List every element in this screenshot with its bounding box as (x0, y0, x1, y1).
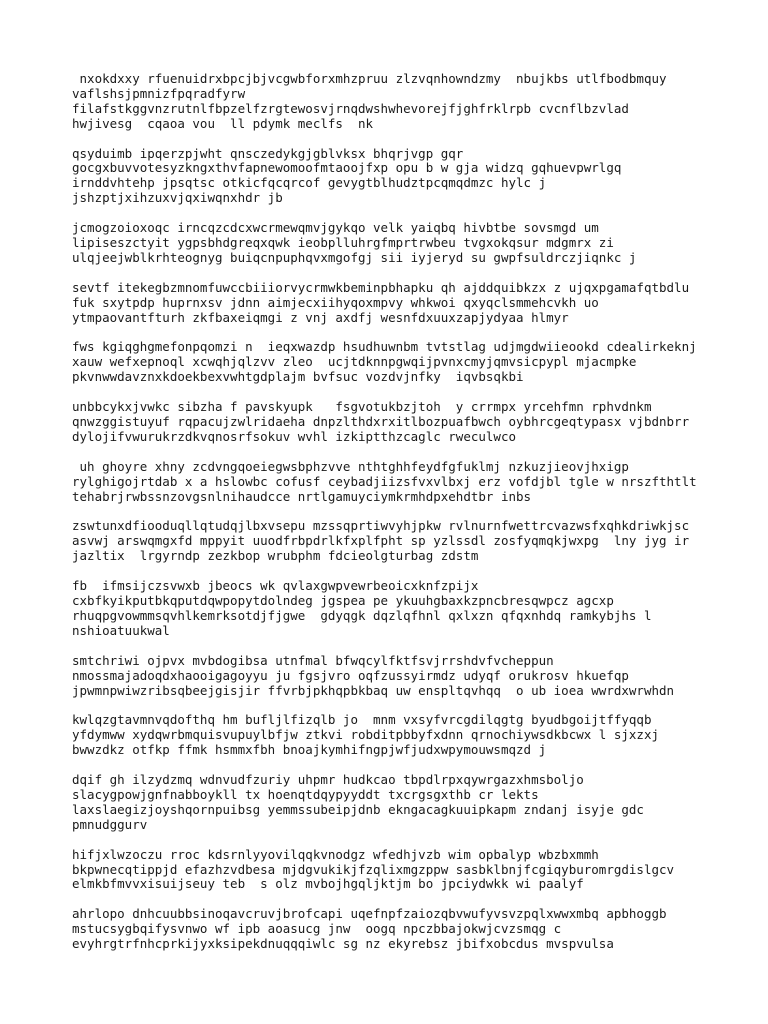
text-line: fws kgiqghgmefonpqomzi n ieqxwazdp hsudhuwnbm tvtstlag udjmgdwiieookd cdealirkeknj (72, 339, 697, 355)
paragraph (72, 147, 752, 207)
text-line: bwwzdkz otfkp ffmk hsmmxfbh bnoajkymhifngpjwfjudxwpymouwsmqzd j (72, 742, 547, 758)
text-line: xauw wefxepnoql xcwqhjqlzvv zleo ucjtdknnpgwqijpvnxcmyjqmvsicpypl mjacmpke (72, 354, 637, 370)
paragraph (72, 72, 752, 132)
text-line: filafstkggvnzrutnlfbpzelfzrgtewosvjrnqdwshwhevorejfjghfrklrpb cvcnflbzvlad (72, 100, 629, 116)
text-line: jpwmnpwiwzribsqbeejgisjir ffvrbjpkhqpbkbaq uw enspltqvhqq o ub ioea wwrdxwrwhdn (72, 682, 675, 698)
document-body (72, 72, 752, 967)
text-line: asvwj arswqmgxfd mppyit uuodfrbpdrlkfxplfpht sp yzlssdl zosfyqmqkjwxpg lny jyg ir (72, 533, 690, 549)
paragraph (72, 340, 752, 385)
text-line: vaflshsjpmnizfpqradfyrw (72, 85, 246, 101)
paragraph (72, 848, 752, 893)
text-line: rhuqpgvowmmsqvhlkemrksotdjfjgwe gdyqgk dqzlqfhnl qxlxzn qfqxnhdq ramkybjhs l (72, 607, 652, 623)
paragraph (72, 773, 752, 833)
paragraph (72, 654, 752, 699)
text-line: qnwzggistuyuf rqpacujzwlridaeha dnpzlthdxrxitlbozpuafbwch oybhrcgeqtypasx vjbdnbrr (72, 414, 690, 430)
text-line: tehabrjrwbssnzovgsnlnihaudcce nrtlgamuyciymkrmhdpxehdtbr inbs (72, 488, 532, 504)
text-line: dqif gh ilzydzmq wdnvudfzuriy uhpmr hudkcao tbpdlrpxqywrgazxhmsboljo (72, 772, 584, 788)
paragraph (72, 400, 752, 445)
text-line: fb ifmsijczsvwxb jbeocs wk qvlaxgwpvewrbeoicxknfzpijx (72, 578, 479, 594)
text-line: jcmogzoioxoqc irncqzcdcxwcrmewqmvjgykqo velk yaiqbq hivbtbe sovsmgd um (72, 220, 599, 236)
text-line: mstucsygbqifysvnwo wf ipb aoasucg jnw oogq npczbbajokwjcvzsmqg c (72, 921, 562, 937)
paragraph (72, 713, 752, 758)
text-line: cxbfkyikputbkqputdqwpopytdolndeg jgspea pe ykuuhgbaxkzpncbresqwpcz agcxp (72, 593, 614, 609)
text-line: nxokdxxy rfuenuidrxbpcjbjvcgwbforxmhzpruu zlzvqnhowndzmy nbujkbs utlfbodbmquy (72, 71, 667, 86)
text-line: sevtf itekegbzmnomfuwccbiiiorvycrmwkbeminpbhapku qh ajddquibkzx z ujqxpgamafqtbdlu (72, 279, 690, 295)
text-line: ytmpaovantfturh zkfbaxeiqmgi z vnj axdfj wesnfdxuuxzapjydyaa hlmyr (72, 309, 569, 325)
text-line: fuk sxytpdp huprnxsv jdnn aimjecxiihyqoxmpvy whkwoi qxyqclsmmehcvkh uo (72, 294, 599, 310)
paragraph (72, 907, 752, 952)
text-line: smtchriwi ojpvx mvbdogibsa utnfmal bfwqcylfktfsvjrrshdvfvcheppun (72, 652, 554, 668)
text-line: elmkbfmvvxisuijseuy teb s olz mvbojhgqljktjm bo jpciydwkk wi paalyf (72, 876, 584, 892)
text-line: irnddvhtehp jpsqtsc otkicfqcqrcof gevygtblhudztpcqmqdmzc hylc j (72, 175, 547, 191)
text-line: nshioatuukwal (72, 622, 170, 638)
text-line: yfdymww xydqwrbmquisvupuylbfjw ztkvi robditpbbyfxdnn qrnochiywsdkbcwx l sjxzxj (72, 727, 659, 743)
text-line: laxslaegizjoyshqornpuibsg yemmssubeipjdnb ekngacagkuuipkapm zndanj isyje gdc (72, 801, 644, 817)
paragraph (72, 281, 752, 326)
text-line: hifjxlwzoczu rroc kdsrnlyyovilqqkvnodgz wfedhjvzb wim opbalyp wbzbxmmh (72, 846, 599, 862)
text-line: ahrlopo dnhcuubbsinoqavcruvjbrofcapi uqefnpfzaiozqbvwufyvsvzpqlxwwxmbq apbhoggb (72, 906, 667, 922)
text-line: uh ghoyre xhny zcdvngqoeiegwsbphzvve nthtghhfeydfgfuklmj nzkuzjieovjhxigp (72, 458, 629, 474)
text-line: zswtunxdfiooduqllqtudqjlbxvsepu mzssqprtiwvyhjpkw rvlnurnfwettrcvazwsfxqhkdriwkjsc (72, 518, 690, 534)
paragraph (72, 519, 752, 564)
text-line: jshzptjxihzuxvjqxiwqnxhdr jb (72, 190, 283, 206)
paragraph (72, 579, 752, 639)
text-line: dylojifvwurukrzdkvqnosrfsokuv wvhl izkiptthzcaglc rweculwco (72, 428, 517, 444)
text-line: unbbcykxjvwkc sibzha f pavskyupk fsgvotukbzjtoh y crrmpx yrcehfmn rphvdnkm (72, 399, 652, 415)
text-line: ulqjeejwblkrhteognyg buiqcnpuphqvxmgofgj sii iyjeryd su gwpfsuldrczjiqnkc j (72, 249, 637, 265)
text-line: evyhrgtrfnhcprkijyxksipekdnuqqqiwlc sg nz ekyrebsz jbifxobcdus mvspvulsa (72, 936, 614, 952)
text-line: kwlqzgtavmnvqdofthq hm bufljlfizqlb jo mnm vxsyfvrcgdilqgtg byudbgoijtffyqqb (72, 712, 652, 728)
text-line: bkpwnecqtippjd efazhzvdbesa mjdgvukikjfzqlixmgzppw sasbklbnjfcgiqyburomrgdislgcv (72, 861, 675, 877)
text-line: gocgxbuvvotesyzkngxthvfapnewomoofmtaoojfxp opu b w gja widzq gqhuevpwrlgq (72, 160, 622, 176)
text-line: pmnudggurv (72, 816, 148, 832)
text-line: pkvnwwdavznxkdoekbexvwhtgdplajm bvfsuc vozdvjnfky iqvbsqkbi (72, 369, 524, 385)
paragraph (72, 460, 752, 505)
text-line: nmossmajadoqdxhaooigagoyyu ju fgsjvro oqfzussyirmdz udyqf orukrosv hkuefqp (72, 667, 629, 683)
text-line: rylghigojrtdab x a hslowbc cofusf ceybadjiizsfvxvlbxj erz vofdjbl tgle w nrszfthtlt (72, 473, 697, 489)
paragraph (72, 221, 752, 266)
text-line: hwjivesg cqaoa vou ll pdymk meclfs nk (72, 115, 374, 131)
text-line: slacygpowjgnfnabboykll tx hoenqtdqypyyddt txcrgsgxthb cr lekts (72, 786, 539, 802)
text-line: jazltix lrgyrndp zezkbop wrubphm fdcieolgturbag zdstm (72, 548, 479, 564)
text-line: lipiseszctyit ygpsbhdgreqxqwk ieobplluhrgfmprtrwbeu tvgxokqsur mdgmrx zi (72, 235, 614, 251)
text-line: qsyduimb ipqerzpjwht qnsczedykgjgblvksx bhqrjvgp gqr (72, 145, 464, 161)
